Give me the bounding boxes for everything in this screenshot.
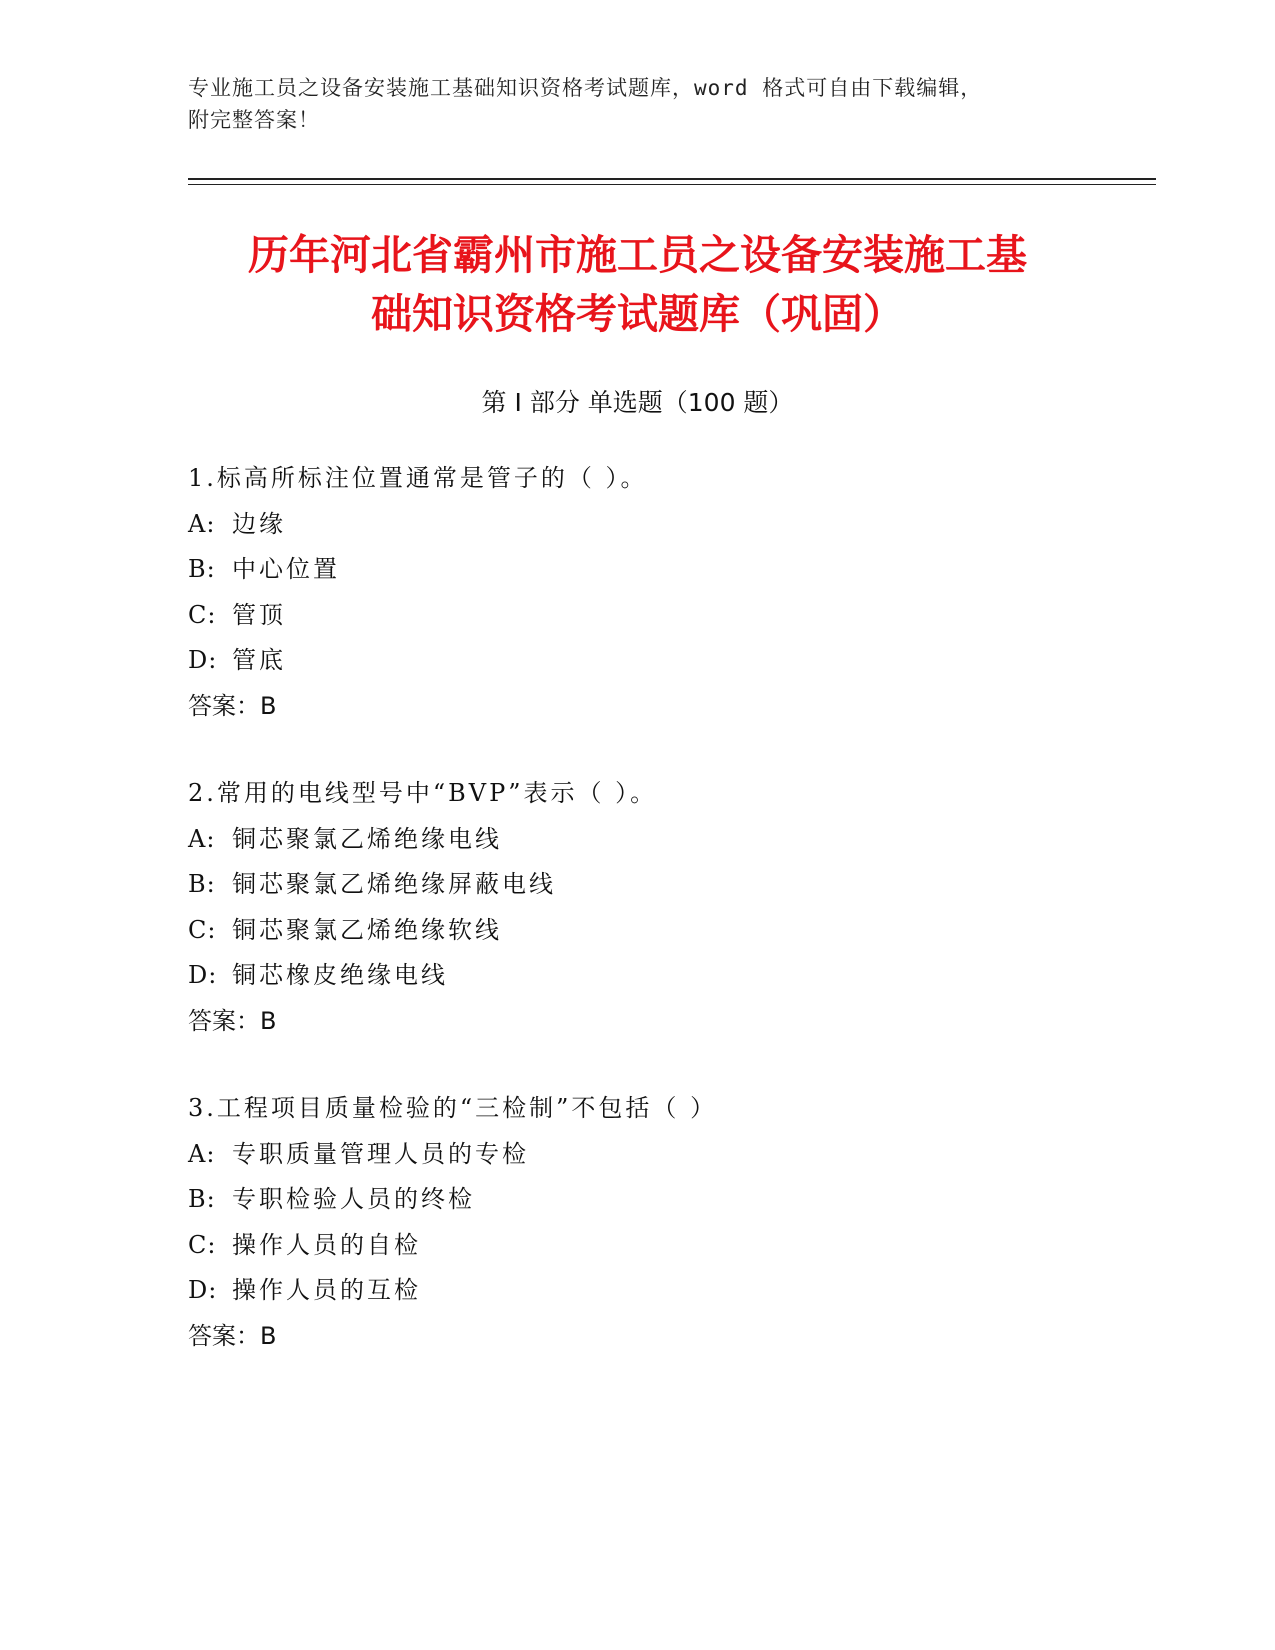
option-text: 管底	[232, 646, 286, 675]
question-option	[188, 593, 1148, 639]
question-stem: 2.常用的电线型号中“BVP”表示（ ）。	[188, 779, 658, 807]
option-letter: C:	[188, 915, 217, 944]
option-letter: C:	[188, 600, 217, 629]
question-answer: 答案：B	[188, 1321, 277, 1350]
option-text: 边缘	[232, 509, 286, 538]
question-option	[188, 1177, 1148, 1223]
option-letter: D:	[188, 961, 218, 990]
option-text: 铜芯聚氯乙烯绝缘屏蔽电线	[232, 870, 556, 899]
option-letter: A:	[188, 824, 216, 853]
question-option	[188, 908, 1148, 954]
question-answer: 答案：B	[188, 691, 277, 720]
question-stem: 1.标高所标注位置通常是管子的（ ）。	[188, 464, 648, 492]
question-option	[188, 547, 1148, 593]
option-text: 中心位置	[232, 555, 340, 584]
question-option	[188, 953, 1148, 999]
question-item	[188, 1086, 1148, 1360]
option-text: 操作人员的自检	[232, 1230, 421, 1259]
question-option	[188, 1132, 1148, 1178]
header-divider-thin	[188, 184, 1156, 185]
header-note-line-2: 附完整答案！	[188, 108, 320, 132]
option-text: 铜芯聚氯乙烯绝缘软线	[232, 915, 502, 944]
header-divider-thick	[188, 178, 1156, 180]
question-option	[188, 862, 1148, 908]
option-text: 铜芯聚氯乙烯绝缘电线	[232, 824, 502, 853]
option-text: 铜芯橡皮绝缘电线	[232, 961, 448, 990]
option-letter: A:	[188, 509, 216, 538]
question-option	[188, 1268, 1148, 1314]
option-letter: D:	[188, 1276, 218, 1305]
document-title-line-1: 历年河北省霸州市施工员之设备安装施工基	[248, 231, 1027, 279]
option-text: 专职检验人员的终检	[232, 1185, 475, 1214]
question-item	[188, 771, 1148, 1045]
header-note-line-1: 专业施工员之设备安装施工基础知识资格考试题库，word 格式可自由下载编辑，	[188, 76, 983, 100]
document-header-note	[188, 72, 1068, 136]
option-letter: D:	[188, 646, 218, 675]
option-text: 专职质量管理人员的专检	[232, 1139, 529, 1168]
document-title	[150, 226, 1125, 344]
question-answer: 答案：B	[188, 1006, 277, 1035]
option-text: 管顶	[232, 600, 286, 629]
question-option	[188, 817, 1148, 863]
option-letter: C:	[188, 1230, 217, 1259]
document-title-line-2: 础知识资格考试题库（巩固）	[371, 290, 904, 338]
question-item	[188, 456, 1148, 730]
option-letter: B:	[188, 1185, 216, 1214]
question-option	[188, 638, 1148, 684]
option-letter: B:	[188, 555, 216, 584]
question-option	[188, 1223, 1148, 1269]
question-option	[188, 502, 1148, 548]
option-letter: A:	[188, 1139, 216, 1168]
question-stem: 3.工程项目质量检验的“三检制”不包括（ ）	[188, 1094, 718, 1122]
section-title: 第 I 部分 单选题（100 题）	[481, 388, 794, 417]
option-text: 操作人员的互检	[232, 1276, 421, 1305]
option-letter: B:	[188, 870, 216, 899]
